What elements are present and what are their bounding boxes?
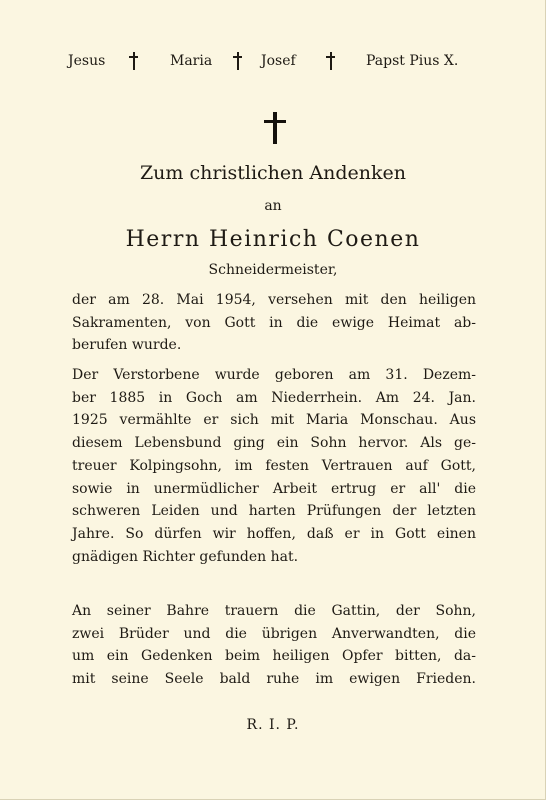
text-line: um ein Gedenken beim heiligen Opfer bitten, da- — [72, 648, 476, 665]
text-line: Sakramenten, von Gott in die ewige Heimat ab- — [72, 314, 476, 331]
text-line: An seiner Bahre trauern die Gattin, der Sohn, — [72, 603, 476, 619]
text-line: Jahre. So dürfen wir hoffen, daß er in Gott einen — [72, 525, 476, 542]
text-line: 1925 vermählte er sich mit Maria Monschau. Aus — [72, 412, 476, 429]
text-line: gnädigen Richter gefunden hat. — [72, 548, 299, 565]
preposition: an — [264, 198, 282, 214]
closing-rip: R. I. P. — [246, 717, 300, 733]
small-cross-icon — [326, 52, 335, 70]
latin-cross-icon — [264, 112, 286, 144]
text-line: berufen wurde. — [72, 337, 182, 354]
name-jesus: Jesus — [68, 53, 106, 69]
small-cross-icon — [129, 52, 138, 70]
text-line: treuer Kolpingsohn, im festen Vertrauen auf Gott, — [72, 457, 476, 474]
name-josef: Josef — [261, 53, 296, 69]
paragraph-biography — [72, 364, 476, 568]
text-line: der am 28. Mai 1954, versehen mit den heiligen — [72, 292, 476, 308]
text-line: schweren Leiden und harten Prüfungen der letzten — [72, 503, 476, 520]
text-line: sowie in unermüdlicher Arbeit ertrug er all' die — [72, 480, 476, 497]
text-line: zwei Brüder und die übrigen Anverwandten, die — [72, 625, 476, 642]
name-maria: Maria — [170, 53, 213, 69]
paragraph-death — [72, 289, 476, 357]
text-line: diesem Lebensbund ging ein Sohn hervor. Als ge- — [72, 435, 476, 452]
card-heading: Zum christlichen Andenken — [139, 162, 407, 184]
deceased-name: Herrn Heinrich Coenen — [125, 227, 421, 252]
text-line: Der Verstorbene wurde geboren am 31. Dezem- — [72, 367, 476, 383]
text-line: ber 1885 in Goch am Niederrhein. Am 24. Jan. — [72, 389, 476, 406]
text-line: mit seine Seele bald ruhe im ewigen Frieden. — [72, 671, 476, 688]
paragraph-mourners — [72, 600, 476, 691]
occupation: Schneidermeister, — [208, 262, 338, 278]
small-cross-icon — [233, 52, 242, 70]
name-pope: Papst Pius X. — [366, 53, 459, 69]
